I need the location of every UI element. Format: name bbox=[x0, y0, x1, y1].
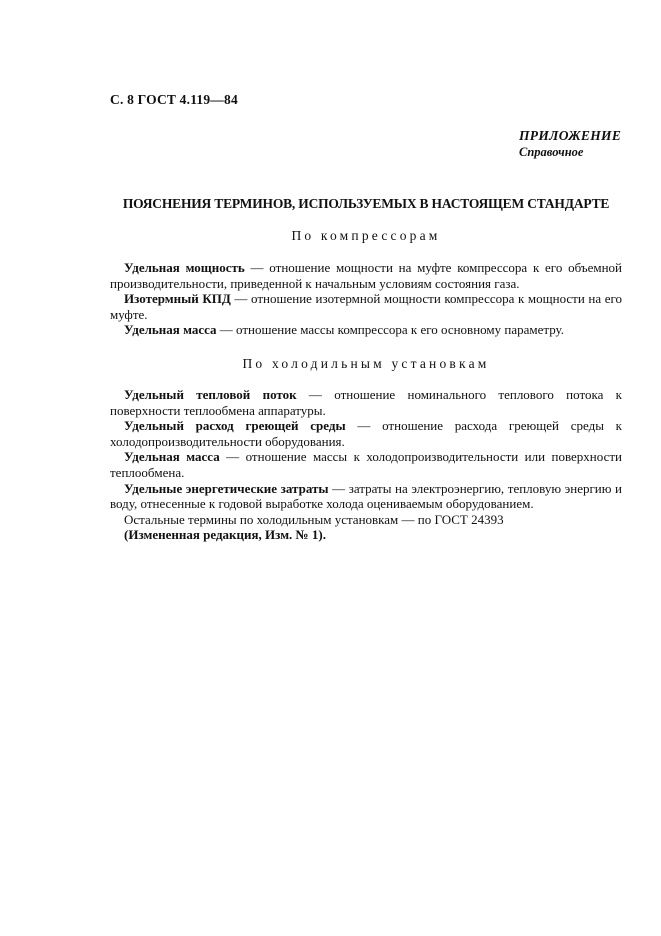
definition: — отношение изотермной мощности компрессора к мощности на его муфте. bbox=[110, 291, 622, 322]
definition: — отношение номинального теплового потока к поверхности теплообмена аппаратуры. bbox=[110, 387, 622, 418]
section-refrigeration bbox=[110, 387, 622, 543]
document-title: ПОЯСНЕНИЯ ТЕРМИНОВ, ИСПОЛЬЗУЕМЫХ В НАСТОЯЩЕМ СТАНДАРТЕ bbox=[122, 196, 610, 211]
section-compressors bbox=[110, 260, 622, 338]
term: Изотермный КПД bbox=[124, 291, 231, 307]
definition-paragraph bbox=[110, 387, 622, 418]
term: Удельная мощность bbox=[124, 260, 245, 275]
section-heading-refrigeration: По холодильным установкам bbox=[242, 356, 490, 371]
definition-paragraph bbox=[110, 449, 622, 480]
section-heading-compressors: По компрессорам bbox=[291, 228, 441, 243]
term: Удельный расход греющей среды bbox=[124, 418, 346, 434]
appendix-subtitle: Справочное bbox=[519, 145, 584, 159]
definition-paragraph bbox=[110, 260, 622, 291]
other-terms-reference: Остальные термины по холодильным установкам — по ГОСТ 24393 bbox=[124, 511, 504, 527]
definition-paragraph bbox=[110, 322, 622, 338]
term: Удельная масса bbox=[124, 449, 220, 465]
term: Удельный тепловой поток bbox=[124, 387, 297, 402]
term: Удельная масса bbox=[124, 322, 217, 338]
definition: — отношение массы компрессора к его основному параметру. bbox=[216, 322, 564, 338]
amendment-note: (Измененная редакция, Изм. № 1). bbox=[124, 527, 326, 543]
definition: — отношение расхода греющей среды к холодопроизводительности оборудования. bbox=[110, 418, 622, 449]
definition-paragraph bbox=[110, 418, 622, 449]
appendix-label bbox=[519, 128, 623, 160]
page-header: С. 8 ГОСТ 4.119—84 bbox=[110, 92, 238, 107]
term: Удельные энергетические затраты bbox=[124, 480, 329, 496]
definition: — затраты на электроэнергию, тепловую энергию и воду, отнесенные к годовой выработке холода оцениваемым оборудованием. bbox=[110, 480, 623, 512]
definition-paragraph bbox=[110, 291, 622, 322]
appendix-title: ПРИЛОЖЕНИЕ bbox=[519, 128, 622, 143]
definition: — отношение мощности на муфте компрессора к его объемной производительности, приведенной к начальным условиям состояния газа. bbox=[110, 260, 623, 291]
definition: — отношение массы к холодопроизводительности или поверхности теплообмена. bbox=[110, 449, 622, 480]
definition-paragraph bbox=[110, 481, 622, 512]
